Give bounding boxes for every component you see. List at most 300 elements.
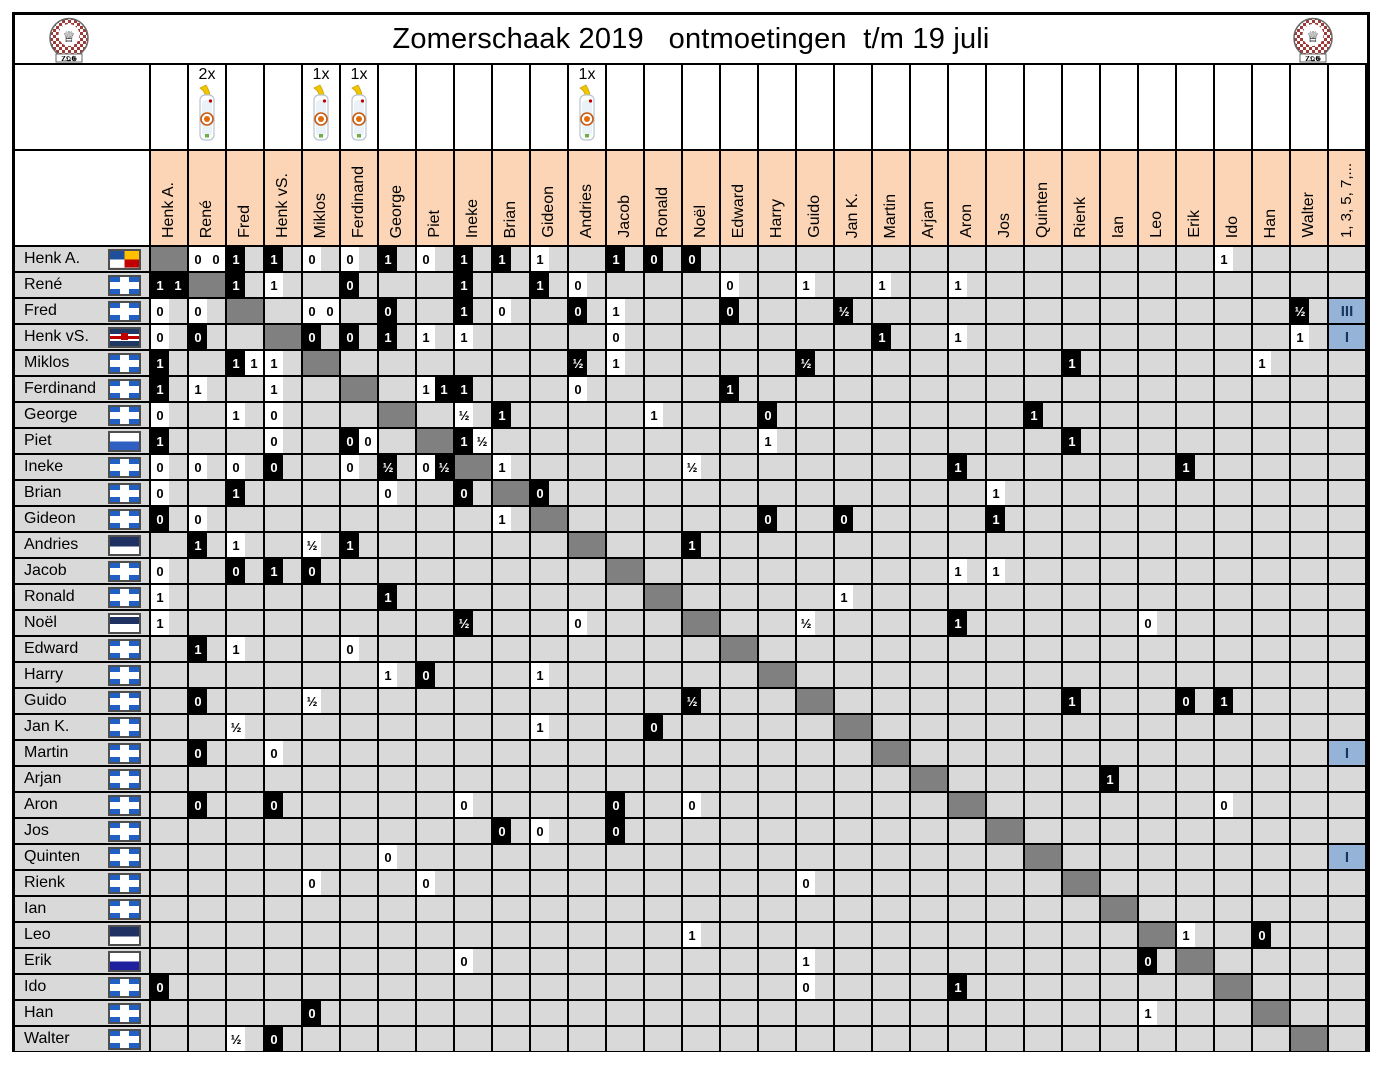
result-cell	[1025, 635, 1063, 661]
result-cell	[341, 661, 379, 687]
result-half: 1	[455, 325, 473, 349]
prize-cell	[341, 65, 379, 149]
diagonal-cell	[645, 583, 683, 609]
result-cell	[1177, 765, 1215, 791]
table-row	[15, 479, 1367, 505]
diagonal-cell	[1291, 1025, 1329, 1051]
result-half: 0	[379, 481, 397, 505]
result-half: 1	[245, 351, 263, 375]
prize-cell	[303, 65, 341, 149]
last-column-header-label: 1, 3, 5, 7,...	[1338, 162, 1355, 238]
result-cell	[607, 1025, 645, 1051]
flag-icon	[108, 379, 141, 400]
prize-cell	[987, 65, 1025, 149]
result-cell	[607, 479, 645, 505]
result-half: 1	[1025, 403, 1043, 427]
odd-rounds-cell	[1329, 505, 1367, 531]
result-cell	[569, 999, 607, 1025]
result-cell	[1025, 245, 1063, 271]
result-cell	[341, 791, 379, 817]
player-name: Aron	[24, 796, 58, 813]
result-cell	[341, 505, 379, 531]
result-half: 0	[493, 819, 511, 843]
result-cell	[1101, 791, 1139, 817]
column-header-label: Henk vS.	[274, 173, 291, 238]
result-cell	[265, 1025, 303, 1051]
result-cell	[1063, 1025, 1101, 1051]
diagonal-cell	[1253, 999, 1291, 1025]
result-half: 1	[645, 403, 663, 427]
column-header	[1253, 151, 1291, 245]
result-cell	[455, 1025, 493, 1051]
result-half: 1	[379, 247, 397, 271]
result-cell	[835, 531, 873, 557]
column-header	[1025, 151, 1063, 245]
result-cell	[721, 687, 759, 713]
result-cell	[721, 713, 759, 739]
result-cell	[189, 687, 227, 713]
result-half: 0	[151, 507, 169, 531]
column-header-label: Ido	[1224, 215, 1241, 238]
column-header	[1139, 151, 1177, 245]
result-cell	[949, 895, 987, 921]
prize-cell	[379, 65, 417, 149]
result-half: 0	[151, 299, 169, 323]
row-label	[15, 765, 151, 791]
result-cell	[569, 869, 607, 895]
result-cell	[189, 869, 227, 895]
diagonal-cell	[455, 453, 493, 479]
bottle-icon	[195, 84, 219, 142]
result-cell	[1139, 817, 1177, 843]
column-header-label: Jos	[996, 213, 1013, 238]
result-cell	[417, 973, 455, 999]
diagonal-cell	[607, 557, 645, 583]
result-cell	[379, 895, 417, 921]
result-cell	[1177, 349, 1215, 375]
result-cell	[531, 895, 569, 921]
odd-rounds-cell: I	[1329, 843, 1367, 869]
flag-icon	[108, 431, 141, 452]
result-cell	[797, 583, 835, 609]
result-half: ½	[435, 455, 453, 479]
row-label	[15, 921, 151, 947]
result-cell	[873, 245, 911, 271]
result-cell	[721, 817, 759, 843]
result-cell	[303, 531, 341, 557]
result-cell	[911, 453, 949, 479]
result-cell	[493, 869, 531, 895]
column-header	[417, 151, 455, 245]
result-cell	[151, 687, 189, 713]
result-cell	[341, 531, 379, 557]
result-cell	[797, 869, 835, 895]
result-cell	[1291, 583, 1329, 609]
result-cell	[531, 349, 569, 375]
result-cell	[189, 947, 227, 973]
result-half: 0	[683, 247, 701, 271]
result-cell	[189, 479, 227, 505]
result-cell	[189, 999, 227, 1025]
column-header	[151, 151, 189, 245]
result-cell	[645, 765, 683, 791]
result-half: 1	[607, 247, 625, 271]
result-cell	[721, 453, 759, 479]
result-cell	[303, 973, 341, 999]
result-cell	[1139, 401, 1177, 427]
result-half: 1	[227, 247, 245, 271]
flag-icon	[108, 509, 141, 530]
result-cell	[1177, 505, 1215, 531]
result-cell	[1177, 297, 1215, 323]
result-cell	[379, 687, 417, 713]
result-half: 0	[265, 793, 283, 817]
result-cell	[417, 817, 455, 843]
flag-icon	[108, 951, 141, 972]
bottle-count: 1x	[350, 66, 368, 83]
odd-rounds-cell	[1329, 349, 1367, 375]
result-half: 1	[987, 559, 1005, 583]
result-cell	[607, 739, 645, 765]
result-cell	[721, 531, 759, 557]
result-cell	[873, 557, 911, 583]
result-cell	[721, 921, 759, 947]
result-cell	[1025, 609, 1063, 635]
result-cell	[493, 245, 531, 271]
result-cell	[227, 505, 265, 531]
result-cell	[493, 843, 531, 869]
result-cell	[1063, 557, 1101, 583]
result-cell	[1139, 635, 1177, 661]
table-row	[15, 843, 1367, 869]
result-cell	[531, 739, 569, 765]
result-cell	[683, 999, 721, 1025]
result-cell	[759, 635, 797, 661]
result-cell	[455, 375, 493, 401]
result-cell	[1253, 739, 1291, 765]
result-cell	[1025, 895, 1063, 921]
result-cell	[607, 583, 645, 609]
result-cell	[797, 557, 835, 583]
result-half: ½	[473, 429, 491, 453]
result-cell	[189, 583, 227, 609]
result-half: 1	[435, 377, 453, 401]
result-cell	[911, 245, 949, 271]
result-cell	[1253, 531, 1291, 557]
result-cell	[1291, 921, 1329, 947]
row-label	[15, 817, 151, 843]
result-cell	[1215, 531, 1253, 557]
player-name: Walter	[24, 1030, 70, 1047]
result-cell	[797, 661, 835, 687]
result-cell	[1063, 297, 1101, 323]
result-cell	[151, 453, 189, 479]
result-cell	[1063, 713, 1101, 739]
result-half: 0	[759, 403, 777, 427]
result-cell	[645, 609, 683, 635]
diagonal-cell	[759, 661, 797, 687]
result-cell	[835, 323, 873, 349]
result-half: 1	[1177, 455, 1195, 479]
result-cell	[683, 635, 721, 661]
result-cell	[227, 999, 265, 1025]
result-cell	[417, 1025, 455, 1051]
result-half: 0	[569, 273, 587, 297]
result-cell	[493, 375, 531, 401]
result-half: 1	[949, 455, 967, 479]
result-cell	[341, 297, 379, 323]
result-cell	[341, 323, 379, 349]
result-cell	[1139, 583, 1177, 609]
result-cell	[227, 583, 265, 609]
svg-text:♕: ♕	[1306, 29, 1320, 46]
result-cell	[683, 921, 721, 947]
row-label	[15, 843, 151, 869]
bottle-count: 2x	[198, 66, 216, 83]
result-cell	[379, 791, 417, 817]
result-cell	[607, 245, 645, 271]
result-cell	[379, 921, 417, 947]
result-cell	[1025, 921, 1063, 947]
result-cell	[873, 583, 911, 609]
column-header-row	[15, 149, 1367, 245]
result-cell	[1025, 557, 1063, 583]
result-cell	[265, 505, 303, 531]
result-cell	[303, 1025, 341, 1051]
result-half: 1	[1101, 767, 1119, 791]
odd-rounds-cell	[1329, 791, 1367, 817]
result-cell	[341, 427, 379, 453]
result-half: 0	[265, 403, 283, 427]
table-row	[15, 453, 1367, 479]
result-cell	[645, 947, 683, 973]
result-cell	[569, 635, 607, 661]
table-row	[15, 869, 1367, 895]
row-label	[15, 635, 151, 661]
result-cell	[873, 375, 911, 401]
result-cell	[265, 869, 303, 895]
result-cell	[1291, 791, 1329, 817]
result-cell	[493, 921, 531, 947]
result-cell	[531, 375, 569, 401]
result-cell	[341, 349, 379, 375]
flag-icon	[108, 457, 141, 478]
result-cell	[1063, 323, 1101, 349]
odd-rounds-cell	[1329, 609, 1367, 635]
result-cell	[949, 869, 987, 895]
player-name: Piet	[24, 432, 52, 449]
result-cell	[531, 531, 569, 557]
result-cell	[1291, 817, 1329, 843]
result-cell	[227, 869, 265, 895]
result-cell	[303, 323, 341, 349]
result-cell	[379, 375, 417, 401]
result-cell	[455, 661, 493, 687]
result-half: 1	[531, 247, 549, 271]
result-cell	[797, 635, 835, 661]
result-cell	[341, 687, 379, 713]
result-cell	[721, 895, 759, 921]
result-cell	[1291, 401, 1329, 427]
result-cell	[1139, 427, 1177, 453]
result-cell	[1291, 713, 1329, 739]
result-cell	[265, 765, 303, 791]
result-cell	[721, 271, 759, 297]
player-name: Ian	[24, 900, 47, 917]
result-cell	[987, 973, 1025, 999]
result-cell	[949, 323, 987, 349]
result-cell	[987, 947, 1025, 973]
result-half: 0	[265, 455, 283, 479]
column-header	[1063, 151, 1101, 245]
diagonal-cell	[493, 479, 531, 505]
result-cell	[1177, 479, 1215, 505]
result-cell	[531, 479, 569, 505]
result-cell	[1291, 453, 1329, 479]
result-cell	[151, 557, 189, 583]
result-cell	[227, 271, 265, 297]
result-cell	[759, 583, 797, 609]
result-half: 1	[493, 507, 511, 531]
result-cell	[1215, 297, 1253, 323]
result-cell	[987, 895, 1025, 921]
row-label	[15, 557, 151, 583]
result-cell	[607, 271, 645, 297]
result-cell	[1063, 739, 1101, 765]
result-cell	[341, 453, 379, 479]
result-cell	[569, 947, 607, 973]
result-cell	[683, 349, 721, 375]
player-name: Noël	[24, 614, 57, 631]
result-cell	[1101, 739, 1139, 765]
result-half: 1	[607, 351, 625, 375]
result-cell	[417, 739, 455, 765]
odd-rounds-cell	[1329, 817, 1367, 843]
player-name: George	[24, 406, 78, 423]
odd-rounds-cell	[1329, 947, 1367, 973]
result-cell	[759, 765, 797, 791]
row-label	[15, 427, 151, 453]
result-cell	[873, 505, 911, 531]
result-cell	[493, 661, 531, 687]
result-cell	[455, 505, 493, 531]
result-cell	[189, 297, 227, 323]
result-cell	[303, 401, 341, 427]
result-cell	[683, 661, 721, 687]
result-cell	[265, 271, 303, 297]
column-header	[645, 151, 683, 245]
result-cell	[1063, 531, 1101, 557]
page-title: Zomerschaak 2019 ontmoetingen t/m 19 juli	[392, 22, 990, 55]
result-cell	[873, 661, 911, 687]
row-label	[15, 791, 151, 817]
result-cell	[1063, 453, 1101, 479]
result-half: 0	[227, 559, 245, 583]
result-cell	[151, 999, 189, 1025]
result-half: 1	[227, 637, 245, 661]
result-cell	[1215, 557, 1253, 583]
result-half: 0	[189, 247, 207, 271]
column-header	[303, 151, 341, 245]
result-cell	[569, 583, 607, 609]
table-row	[15, 271, 1367, 297]
result-cell	[987, 765, 1025, 791]
result-cell	[759, 245, 797, 271]
result-cell	[1177, 739, 1215, 765]
result-cell	[303, 843, 341, 869]
result-cell	[835, 765, 873, 791]
result-cell	[227, 739, 265, 765]
result-half: 0	[265, 429, 283, 453]
result-cell	[1177, 895, 1215, 921]
result-half: 0	[189, 299, 207, 323]
flag-icon	[108, 691, 141, 712]
result-half: ½	[455, 403, 473, 427]
result-cell	[949, 843, 987, 869]
result-cell	[1139, 531, 1177, 557]
result-cell	[1291, 635, 1329, 661]
result-cell	[1291, 479, 1329, 505]
result-cell	[607, 687, 645, 713]
result-cell	[1101, 375, 1139, 401]
player-name: Andries	[24, 536, 79, 553]
result-half: ½	[797, 611, 815, 635]
diagonal-cell	[531, 505, 569, 531]
result-cell	[721, 999, 759, 1025]
result-cell	[1139, 271, 1177, 297]
result-cell	[227, 635, 265, 661]
result-cell	[493, 817, 531, 843]
result-half: ½	[1291, 299, 1309, 323]
result-cell	[265, 843, 303, 869]
column-header-label: Ronald	[654, 187, 671, 238]
result-cell	[759, 791, 797, 817]
result-cell	[379, 557, 417, 583]
result-cell	[759, 505, 797, 531]
row-label	[15, 895, 151, 921]
result-half: 0	[151, 975, 169, 999]
result-cell	[417, 765, 455, 791]
result-cell	[569, 1025, 607, 1051]
result-cell	[379, 635, 417, 661]
result-cell	[303, 479, 341, 505]
result-cell	[1177, 609, 1215, 635]
result-cell	[493, 453, 531, 479]
result-cell	[531, 869, 569, 895]
prize-cell	[151, 65, 189, 149]
result-cell	[379, 999, 417, 1025]
result-cell	[949, 687, 987, 713]
result-cell	[1025, 973, 1063, 999]
result-cell	[721, 791, 759, 817]
result-cell	[987, 687, 1025, 713]
result-cell	[1139, 791, 1177, 817]
diagonal-cell	[1025, 843, 1063, 869]
player-name: Martin	[24, 744, 69, 761]
result-cell	[911, 791, 949, 817]
column-header	[493, 151, 531, 245]
result-half: 1	[531, 273, 549, 297]
result-cell	[151, 375, 189, 401]
result-cell	[949, 453, 987, 479]
result-half: 0	[341, 637, 359, 661]
flag-icon	[108, 535, 141, 556]
result-half: 1	[151, 273, 169, 297]
result-cell	[721, 427, 759, 453]
result-cell	[987, 323, 1025, 349]
player-name: Leo	[24, 926, 51, 943]
flag-icon	[108, 717, 141, 738]
